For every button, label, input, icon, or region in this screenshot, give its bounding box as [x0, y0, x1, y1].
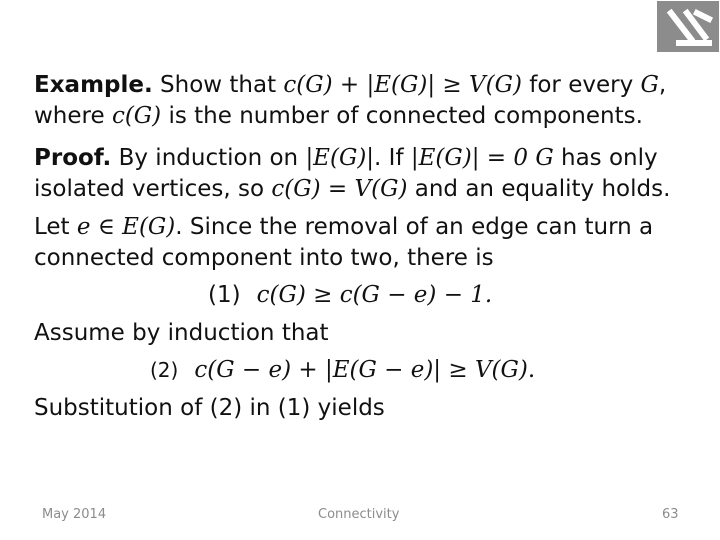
example-math: c(G): [111, 103, 162, 129]
example-text: for every: [521, 72, 641, 98]
equation-1-label: (1): [208, 282, 241, 308]
page-number: 63: [662, 507, 679, 522]
proof-math: c(G) = V(G): [271, 176, 408, 202]
equation-2-tail: .: [527, 357, 536, 383]
example-text: is the number of connected components.: [161, 103, 643, 129]
assume-text: Assume by induction that: [34, 320, 329, 346]
example-text: Show that: [152, 72, 284, 98]
example-paragraph: [34, 70, 694, 132]
institution-logo-icon: [657, 1, 719, 52]
proof-text: By induction on: [111, 145, 306, 171]
step-text: . Since the removal of an edge can turn a connected component into two, there is: [34, 214, 654, 271]
equation-2-label: (2): [150, 358, 179, 382]
proof-text: and an equality holds.: [407, 176, 671, 202]
equation-2: [34, 355, 694, 386]
step-paragraph: [34, 212, 694, 274]
example-math: c(G) + |E(G)| ≥ V(G): [283, 72, 522, 98]
example-text: where: [34, 103, 112, 129]
substitution-text: Substitution of (2) in (1) yields: [34, 395, 385, 421]
example-label: Example.: [34, 72, 153, 98]
proof-paragraph: [34, 143, 694, 205]
proof-text: isolated vertices, so: [34, 176, 272, 202]
footer-title: Connectivity: [318, 507, 400, 522]
equation-1: [34, 280, 694, 311]
step-math: e ∈ E(G): [76, 214, 176, 240]
equation-1-math: c(G) ≥ c(G − e) − 1.: [256, 282, 493, 308]
example-text: ,: [658, 72, 667, 98]
slide-body: [34, 70, 694, 424]
proof-text: has only: [553, 145, 658, 171]
equation-2-math: c(G − e) + |E(G − e)| ≥ V(G): [194, 357, 528, 383]
step-text: Let: [34, 214, 77, 240]
proof-text: . If: [374, 145, 411, 171]
footer-date: May 2014: [42, 507, 107, 522]
example-math: G: [640, 72, 659, 98]
proof-math: |E(G)|: [305, 145, 375, 171]
proof-label: Proof.: [34, 145, 112, 171]
proof-math: |E(G)| = 0 G: [410, 145, 554, 171]
